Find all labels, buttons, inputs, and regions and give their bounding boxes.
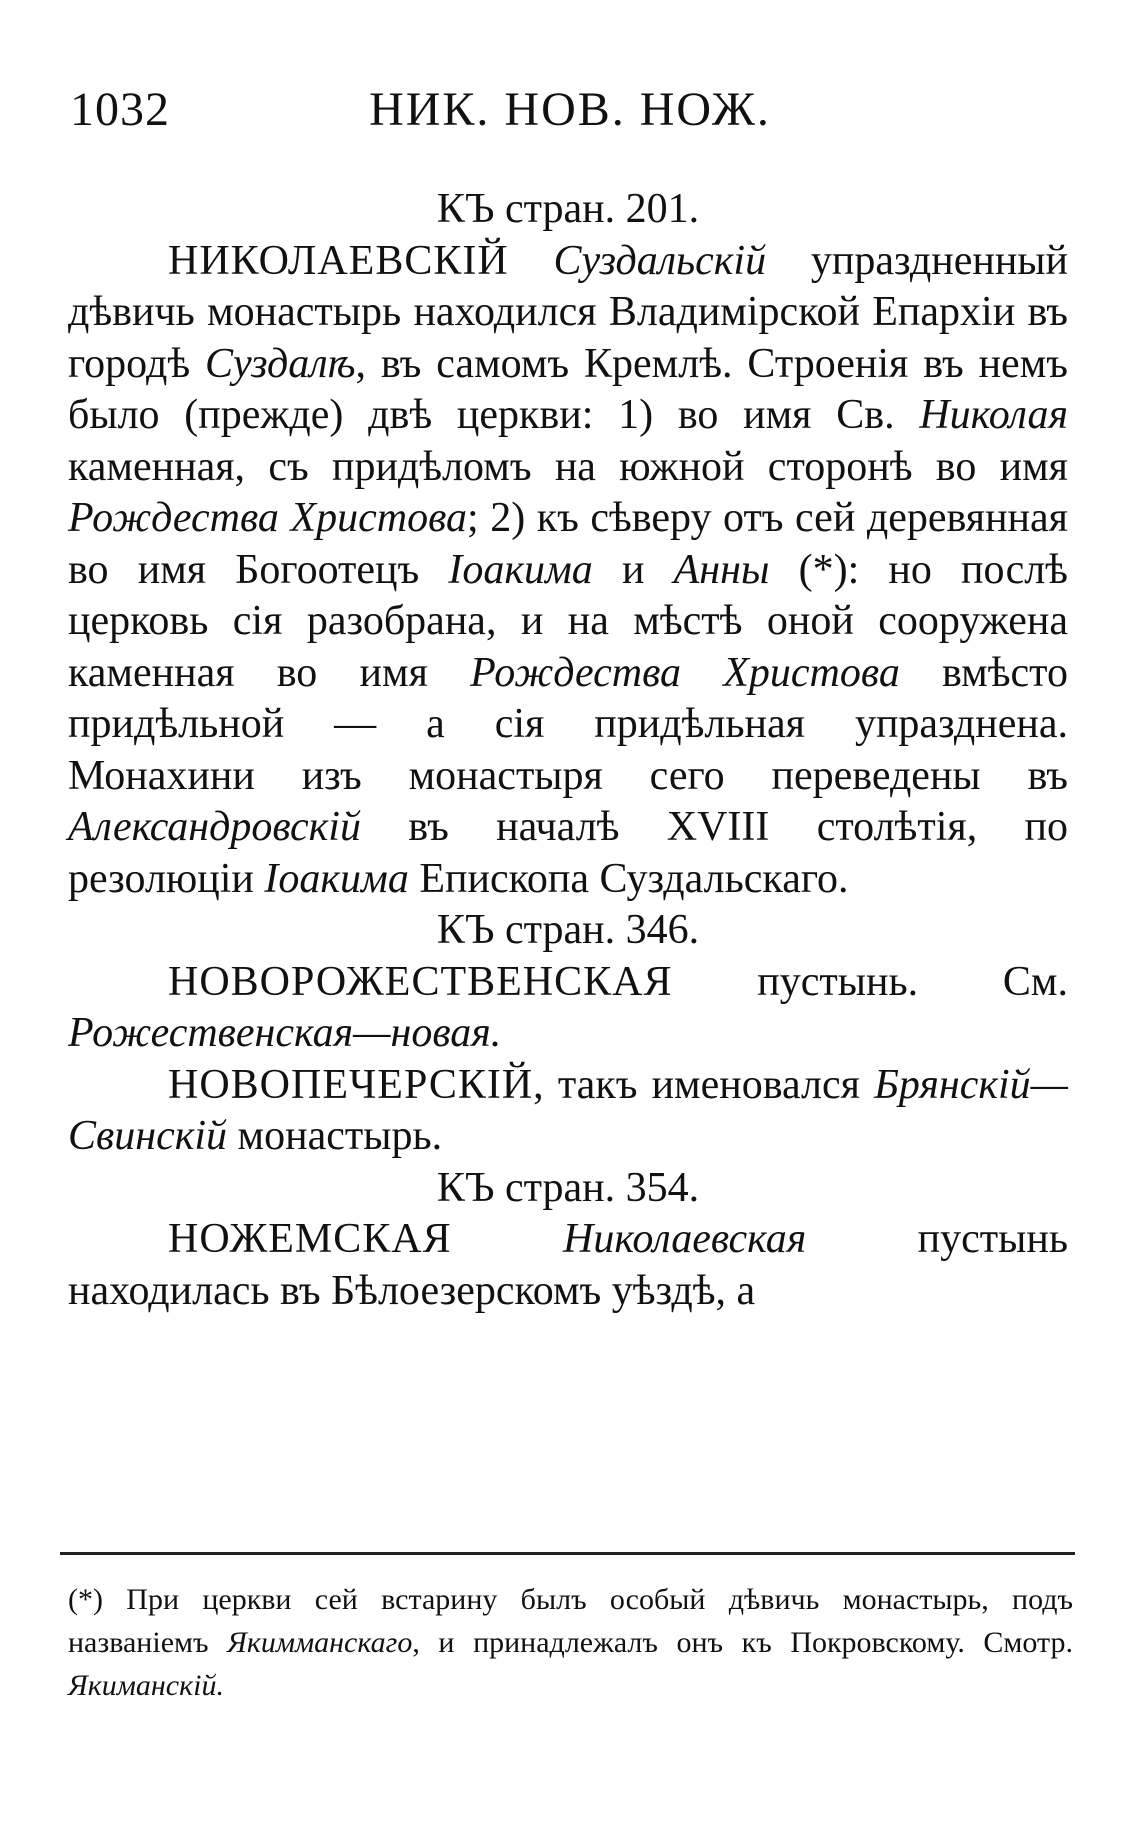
entry-headword: НОЖЕМСКАЯ [168, 1216, 452, 1262]
entry-italic: Іоакима [264, 855, 409, 902]
entry-text [452, 1216, 563, 1262]
footnote-italic: Якиманскій. [68, 1669, 224, 1702]
entry-text: (*): но послѣ церковь сія разобрана, и на мѣстѣ оной сооружена каменная во имя [68, 546, 1068, 696]
entry-text: и [592, 546, 674, 593]
footnote-marker: (*) [68, 1583, 103, 1616]
running-head: НИК. НОВ. НОЖ. [369, 83, 771, 136]
entry-text: пустынь. См. [672, 958, 1068, 1005]
entry-italic: Анны [673, 546, 770, 593]
section-heading-201: КЪ стран. 201. [436, 186, 700, 232]
footnote [68, 1578, 1073, 1707]
entry-text: пустынь находилась въ Бѣлоезерскомъ уѣздѣ, а [68, 1216, 1069, 1314]
entry-novopechersky [68, 1060, 1068, 1163]
entry-epithet: Суздальскій [553, 237, 767, 284]
footnote-text: При церкви сей встарину былъ особый дѣвичь монастырь, подъ названіемъ [68, 1583, 1073, 1659]
entry-text: въ началѣ XVIII столѣтія, по резолюціи [68, 804, 1068, 902]
page-header [70, 82, 1070, 142]
entry-text: Епископа Суздальскаго. [408, 855, 849, 902]
entry-text: вмѣсто придѣльной — а сія придѣльная упразднена. Монахини изъ монастыря сего переведены въ [68, 649, 1068, 799]
main-text [68, 184, 1068, 1317]
entry-italic: Николаевская [563, 1216, 807, 1262]
entry-italic: Рожественская—новая. [68, 1010, 502, 1056]
entry-headword: НОВОРОЖЕСТВЕНСКАЯ [168, 958, 673, 1005]
section-heading-346: КЪ стран. 346. [436, 907, 700, 953]
entry-text: ; 2) къ сѣверу отъ сей деревянная во имя Богоотецъ [68, 495, 1068, 593]
entry-headword: НОВОПЕЧЕРСКІЙ [168, 1061, 534, 1108]
entry-text: , въ самомъ Кремлѣ. Строенія въ немъ было (прежде) двѣ церкви: 1) во имя Св. [68, 340, 1068, 438]
section-heading-354: КЪ стран. 354. [436, 1164, 700, 1211]
entry-text: , такъ именовался [533, 1061, 875, 1108]
entry-italic: Рождества Христова [68, 495, 468, 541]
entry-italic: Николая [919, 392, 1068, 438]
entry-text: упраздненный дѣвичь монастырь находился Владимірской Епархіи въ городѣ [68, 237, 1068, 387]
entry-text: каменная, съ придѣломъ на южной сторонѣ во имя [68, 443, 1068, 490]
entry-headword: НИКОЛАЕВСКІЙ [168, 237, 509, 284]
footnote-text: , и принадлежалъ онъ къ Покровскому. Смотр. [412, 1626, 1073, 1659]
entry-italic: Суздалѣ [205, 340, 356, 387]
page-number: 1032 [70, 83, 170, 136]
entry-nikolaevsky [68, 236, 1068, 906]
entry-italic: Рождества Христова [470, 649, 900, 696]
entry-nozhemskaya [68, 1214, 1068, 1317]
entry-italic: Александровскій [68, 804, 361, 850]
footnote-italic: Якимманскаго [227, 1626, 413, 1659]
entry-text: монастырь. [227, 1113, 443, 1159]
entry-italic: Іоакима [448, 546, 593, 593]
entry-novorozhestvenskaya [68, 957, 1068, 1060]
entry-italic: Брянскій—Свинскій [68, 1061, 1068, 1159]
footnote-divider [60, 1552, 1075, 1555]
